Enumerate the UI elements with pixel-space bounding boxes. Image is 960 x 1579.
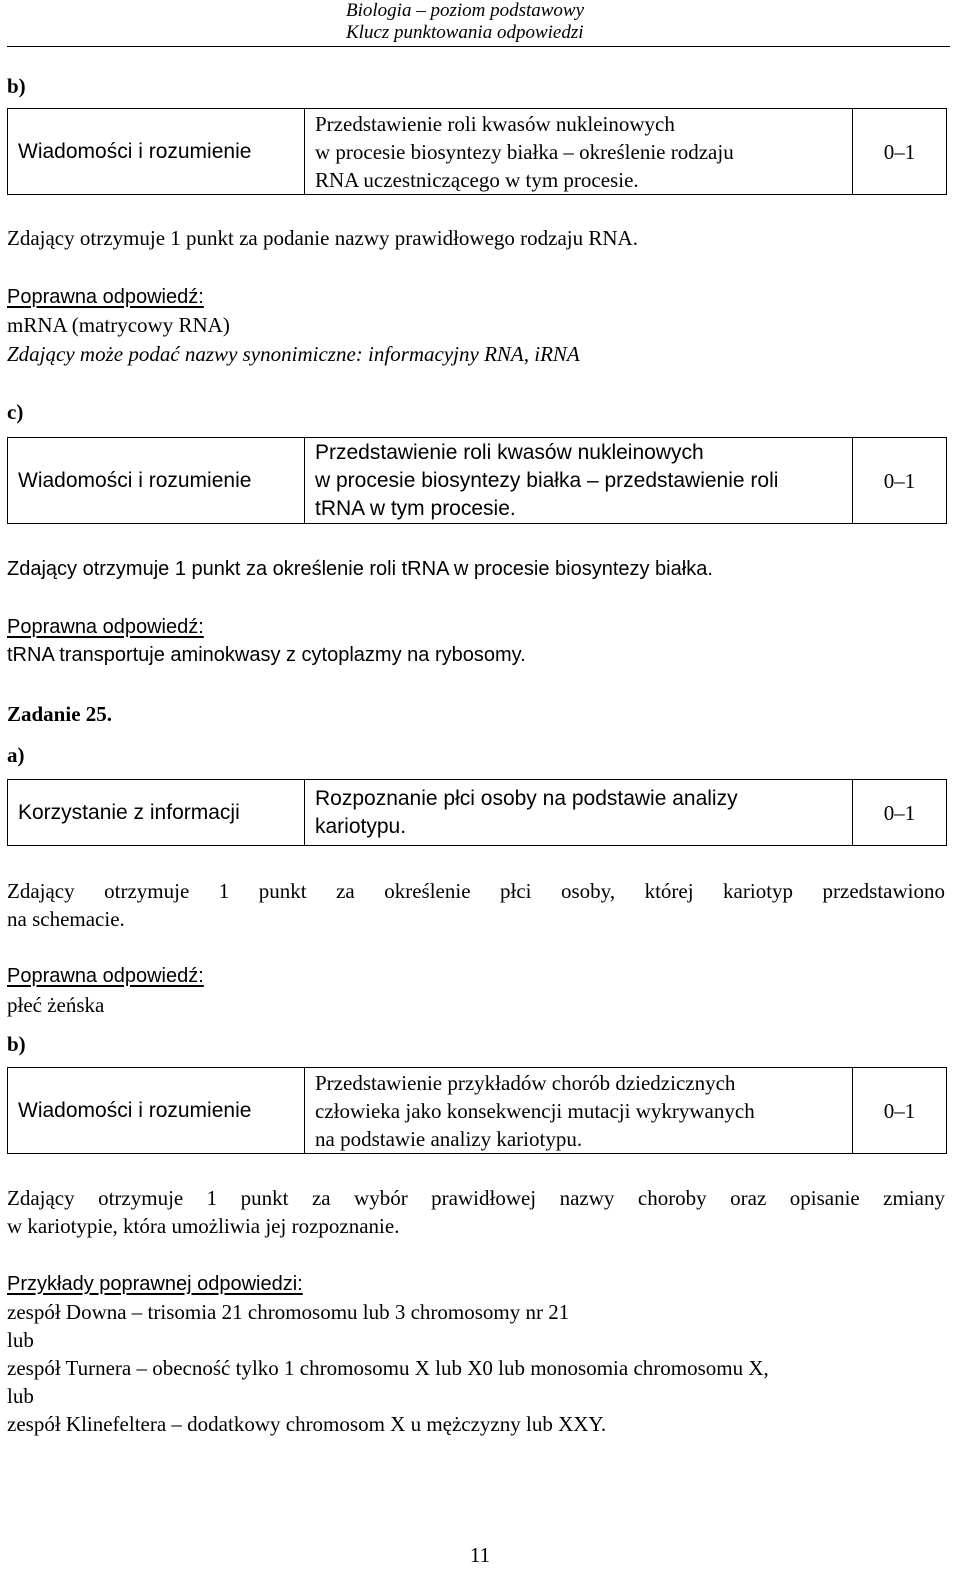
examples-list [7, 1298, 769, 1438]
page-number: 11 [469, 1543, 491, 1567]
correct-answer: mRNA (matrycowy RNA) [7, 313, 230, 337]
example-separator: lub [7, 1384, 34, 1408]
requirement-line: w procesie biosyntezy białka – określenie rodzaju [315, 139, 734, 164]
requirement-line: w procesie biosyntezy białka – przedstawienie roli [315, 468, 779, 492]
requirement-line: RNA uczestniczącego w tym procesie. [315, 167, 639, 192]
scoring-rule: Zdający otrzymuje 1 punkt za określenie roli tRNA w procesie biosyntezy białka. [7, 558, 713, 580]
points-range: 0–1 [853, 109, 947, 195]
criteria-table-25a [7, 779, 947, 846]
answer-note: Zdający może podać nazwy synonimiczne: informacyjny RNA, iRNA [7, 342, 580, 366]
criteria-table-24b [7, 108, 947, 195]
points-range: 0–1 [853, 1068, 947, 1154]
subtask-label-a: a) [7, 743, 25, 767]
subtask-label-b: b) [7, 1032, 26, 1056]
requirement-description [305, 1068, 853, 1154]
scoring-line: Zdający otrzymuje 1 punkt za wybór prawidłowej nazwy choroby oraz opisanie zmiany [7, 1186, 945, 1210]
header-divider [7, 46, 950, 47]
requirement-line: Przedstawienie roli kwasów nukleinowych [315, 111, 675, 136]
requirement-line: tRNA w tym procesie. [315, 496, 516, 520]
correct-answer: tRNA transportuje aminokwasy z cytoplazmy na rybosomy. [7, 644, 526, 666]
answer-heading: Poprawna odpowiedź: [7, 616, 204, 638]
example-item: zespół Turnera – obecność tylko 1 chromosomu X lub X0 lub monosomia chromosomu X, [7, 1356, 769, 1380]
subtask-label-b: b) [7, 74, 26, 98]
requirement-description [305, 780, 853, 846]
example-separator: lub [7, 1328, 34, 1352]
scoring-line: w kariotypie, która umożliwia jej rozpoznanie. [7, 1214, 400, 1238]
scoring-line: na schemacie. [7, 907, 125, 931]
criteria-table-25b [7, 1067, 947, 1154]
requirement-line: Rozpoznanie płci osoby na podstawie analizy [315, 786, 738, 810]
points-range: 0–1 [853, 780, 947, 846]
scoring-rule: Zdający otrzymuje 1 punkt za podanie nazwy prawidłowego rodzaju RNA. [7, 226, 638, 250]
correct-answer: płeć żeńska [7, 993, 105, 1017]
page-header [346, 0, 584, 44]
scoring-rule [7, 1184, 945, 1240]
task-title: Zadanie 25. [7, 702, 113, 726]
skill-area: Korzystanie z informacji [8, 780, 305, 846]
scoring-rule [7, 877, 945, 933]
example-item: zespół Klinefeltera – dodatkowy chromosom X u mężczyzny lub XXY. [7, 1412, 607, 1436]
scoring-line: Zdający otrzymuje 1 punkt za określenie płci osoby, której kariotyp przedstawiono [7, 879, 945, 903]
subtask-label-c: c) [7, 400, 24, 424]
requirement-line: kariotypu. [315, 814, 407, 838]
answer-heading: Poprawna odpowiedź: [7, 286, 204, 308]
answer-heading: Poprawna odpowiedź: [7, 965, 204, 987]
skill-area: Wiadomości i rozumienie [8, 438, 305, 524]
requirement-description [305, 109, 853, 195]
requirement-line: Przedstawienie przykładów chorób dziedzicznych [315, 1070, 736, 1095]
header-doc-title: Klucz punktowania odpowiedzi [346, 22, 584, 43]
header-subject: Biologia – poziom podstawowy [346, 0, 585, 21]
requirement-line: człowieka jako konsekwencji mutacji wykrywanych [315, 1098, 755, 1123]
criteria-table-24c [7, 437, 947, 524]
examples-heading: Przykłady poprawnej odpowiedzi: [7, 1273, 303, 1295]
requirement-line: Przedstawienie roli kwasów nukleinowych [315, 440, 704, 464]
points-range: 0–1 [853, 438, 947, 524]
skill-area: Wiadomości i rozumienie [8, 1068, 305, 1154]
requirement-description [305, 438, 853, 524]
skill-area: Wiadomości i rozumienie [8, 109, 305, 195]
example-item: zespół Downa – trisomia 21 chromosomu lub 3 chromosomy nr 21 [7, 1300, 570, 1324]
requirement-line: na podstawie analizy kariotypu. [315, 1126, 583, 1151]
